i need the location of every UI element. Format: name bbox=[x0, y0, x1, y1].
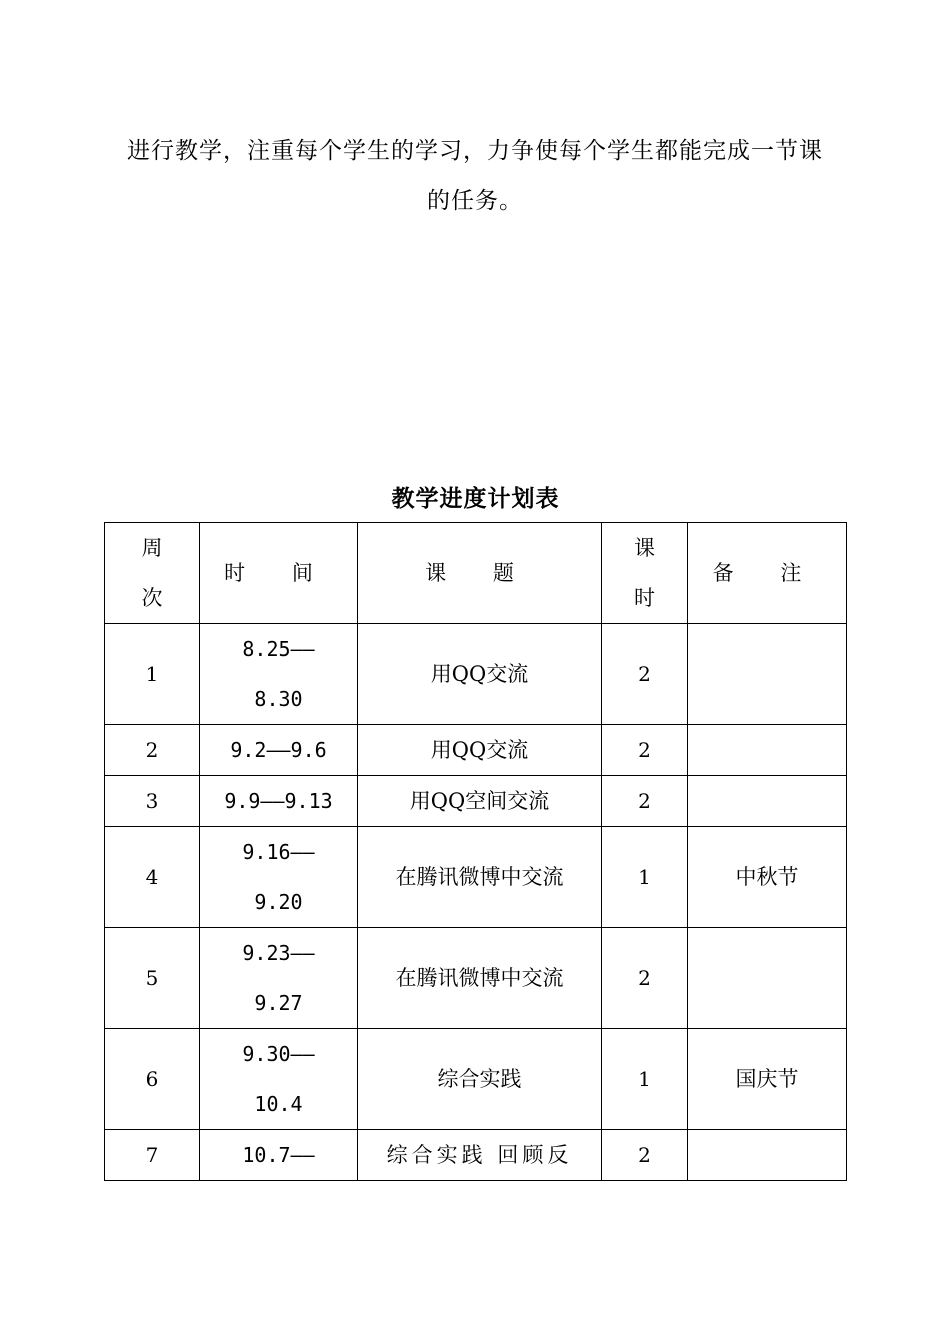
table-row bbox=[105, 776, 847, 827]
paragraph-line-1: 进行教学，注重每个学生的学习，力争使每个学生都能完成一节课 bbox=[127, 138, 823, 164]
header-hours-line-1: 课 bbox=[634, 536, 655, 560]
notes-cell bbox=[688, 776, 847, 827]
table-row bbox=[105, 1029, 847, 1130]
date-cell bbox=[200, 624, 358, 725]
header-topic-label: 课 题 bbox=[425, 561, 534, 585]
week-cell: 5 bbox=[105, 928, 200, 1029]
hours-cell: 2 bbox=[602, 725, 688, 776]
date-line-1: 8.25—— bbox=[242, 637, 315, 661]
week-cell: 6 bbox=[105, 1029, 200, 1130]
week-cell: 7 bbox=[105, 1130, 200, 1181]
table-title: 教学进度计划表 bbox=[391, 485, 560, 512]
hours-cell: 2 bbox=[602, 928, 688, 1029]
topic-cell: 用QQ交流 bbox=[358, 725, 602, 776]
hours-cell: 2 bbox=[602, 624, 688, 725]
notes-cell bbox=[688, 928, 847, 1029]
notes-cell bbox=[688, 1130, 847, 1181]
week-cell: 4 bbox=[105, 827, 200, 928]
hours-cell: 1 bbox=[602, 827, 688, 928]
notes-cell: 中秋节 bbox=[688, 827, 847, 928]
topic-cell: 综合实践 bbox=[358, 1029, 602, 1130]
header-week-line-1: 周 bbox=[141, 536, 163, 560]
notes-cell: 国庆节 bbox=[688, 1029, 847, 1130]
table-row bbox=[105, 928, 847, 1029]
topic-cell: 在腾讯微博中交流 bbox=[358, 928, 602, 1029]
date-line-2: 9.27 bbox=[254, 991, 303, 1015]
table-row bbox=[105, 1130, 847, 1181]
date-line-2: 9.20 bbox=[254, 890, 303, 914]
date-cell: 9.2——9.6 bbox=[200, 725, 358, 776]
hours-cell: 2 bbox=[602, 1130, 688, 1181]
header-topic bbox=[358, 523, 602, 624]
date-cell: 9.9——9.13 bbox=[200, 776, 358, 827]
topic-cell: 用QQ空间交流 bbox=[358, 776, 602, 827]
date-cell: 10.7—— bbox=[200, 1130, 358, 1181]
table-row bbox=[105, 725, 847, 776]
paragraph-line-2: 的任务。 bbox=[427, 188, 523, 214]
header-notes bbox=[688, 523, 847, 624]
notes-cell bbox=[688, 725, 847, 776]
table-row bbox=[105, 827, 847, 928]
intro-paragraph bbox=[100, 126, 850, 226]
week-cell: 2 bbox=[105, 725, 200, 776]
header-hours bbox=[602, 523, 688, 624]
week-cell: 1 bbox=[105, 624, 200, 725]
header-time bbox=[200, 523, 358, 624]
header-row bbox=[105, 523, 847, 624]
date-cell bbox=[200, 827, 358, 928]
topic-cell: 在腾讯微博中交流 bbox=[358, 827, 602, 928]
week-cell: 3 bbox=[105, 776, 200, 827]
header-time-label: 时 间 bbox=[224, 561, 333, 585]
date-cell bbox=[200, 1029, 358, 1130]
header-notes-label: 备 注 bbox=[712, 561, 822, 585]
date-line-2: 10.4 bbox=[254, 1092, 303, 1116]
notes-cell bbox=[688, 624, 847, 725]
date-line-1: 9.23—— bbox=[242, 941, 315, 965]
date-line-1: 9.16—— bbox=[242, 840, 315, 864]
topic-cell: 综合实践 回顾反 bbox=[358, 1130, 602, 1181]
topic-cell: 用QQ交流 bbox=[358, 624, 602, 725]
hours-cell: 2 bbox=[602, 776, 688, 827]
header-week-line-2: 次 bbox=[141, 586, 163, 610]
date-line-1: 9.30—— bbox=[242, 1042, 315, 1066]
date-line-2: 8.30 bbox=[254, 687, 303, 711]
header-week bbox=[105, 523, 200, 624]
header-hours-line-2: 时 bbox=[634, 586, 655, 610]
table-row bbox=[105, 624, 847, 725]
schedule-table bbox=[104, 522, 847, 1181]
hours-cell: 1 bbox=[602, 1029, 688, 1130]
date-cell bbox=[200, 928, 358, 1029]
